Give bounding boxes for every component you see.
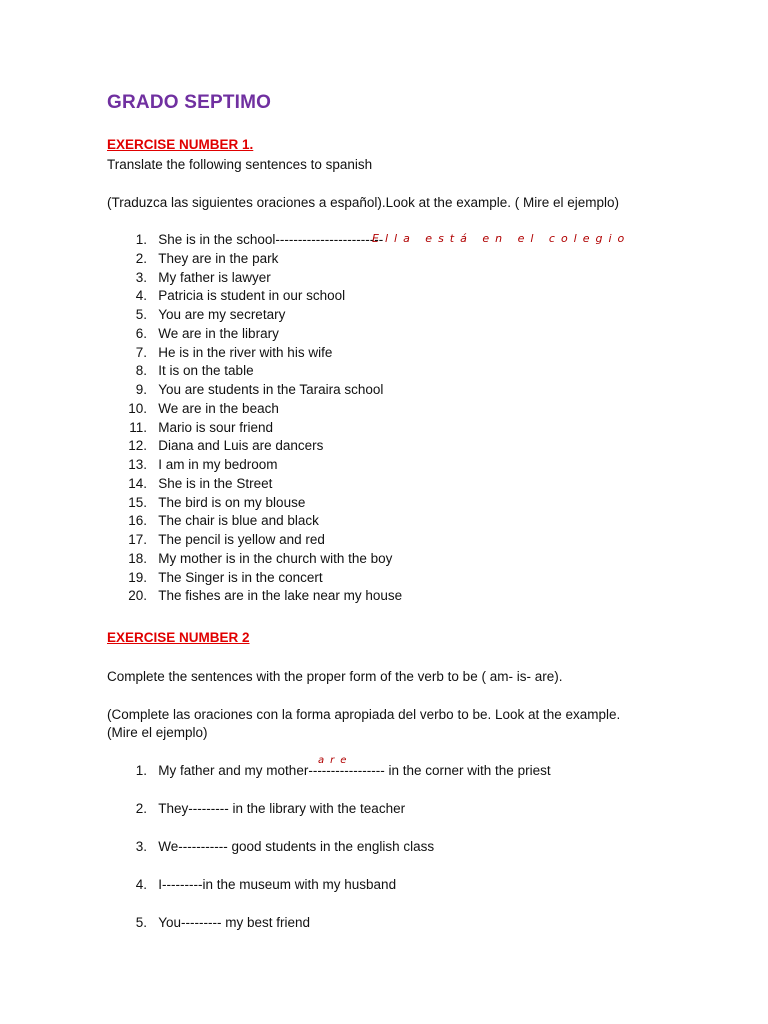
item-text: My father is lawyer xyxy=(158,269,271,285)
item-number: 7. xyxy=(135,344,147,360)
exercise-1-instruction-spanish: (Traduzca las siguientes oraciones a español).Look at the example. ( Mire el ejemplo) xyxy=(107,195,620,210)
spacer xyxy=(147,801,158,816)
spacer xyxy=(147,420,158,435)
item-text: She is in the school------------------------ xyxy=(158,232,384,247)
list-item xyxy=(107,437,402,456)
item-number: 5. xyxy=(135,307,147,322)
item-number: 6. xyxy=(135,325,147,341)
item-text: The chair is blue and black xyxy=(158,513,319,529)
list-item xyxy=(107,269,402,288)
list-item xyxy=(107,762,551,800)
item-number: 18. xyxy=(128,550,147,566)
list-item xyxy=(107,306,402,325)
item-number: 15. xyxy=(128,494,147,510)
list-item xyxy=(107,569,402,588)
item-text: They are in the park xyxy=(158,250,279,266)
spacer xyxy=(147,495,158,510)
item-number: 17. xyxy=(128,532,147,547)
list-item xyxy=(107,231,402,250)
item-number: 3. xyxy=(135,839,147,854)
item-number: 1. xyxy=(135,763,147,778)
item-text: We----------- good students in the english class xyxy=(158,839,435,854)
exercise-1-instruction: Translate the following sentences to spanish xyxy=(107,157,373,172)
item-text: The fishes are in the lake near my house xyxy=(158,588,403,604)
list-item xyxy=(107,287,402,306)
list-item xyxy=(107,419,402,438)
item-text: He is in the river with his wife xyxy=(158,344,333,360)
list-item xyxy=(107,512,402,531)
page-title: GRADO SEPTIMO xyxy=(107,92,272,113)
spacer xyxy=(147,839,158,854)
item-number: 16. xyxy=(128,513,147,529)
list-item xyxy=(107,838,551,876)
spacer xyxy=(147,551,158,566)
exercise-2-instruction-spanish: (Complete las oraciones con la forma apropiada del verbo to be. Look at the example. (Mire el ejemplo) xyxy=(107,707,621,740)
spacer xyxy=(147,363,158,378)
item-text: Diana and Luis are dancers xyxy=(158,438,324,454)
spacer xyxy=(147,513,158,528)
item-text: I am in my bedroom xyxy=(158,457,278,472)
list-item xyxy=(107,550,402,569)
item-text: My father and my mother----------------- in the corner with the priest xyxy=(158,763,551,778)
spacer xyxy=(147,532,158,547)
item-number: 10. xyxy=(128,400,147,416)
spacer xyxy=(147,288,158,303)
exercise-1-heading: EXERCISE NUMBER 1. xyxy=(107,137,254,152)
list-item xyxy=(107,362,402,381)
item-text: We are in the beach xyxy=(158,400,279,416)
spacer xyxy=(147,382,158,397)
exercise-1-list xyxy=(107,231,402,606)
spacer xyxy=(147,457,158,472)
item-number: 11. xyxy=(129,419,147,435)
list-item xyxy=(107,456,402,475)
list-item xyxy=(107,325,402,344)
spacer xyxy=(147,232,158,247)
item-text: The bird is on my blouse xyxy=(158,494,306,510)
item-text: My mother is in the church with the boy xyxy=(158,550,393,566)
item-number: 4. xyxy=(135,877,147,892)
list-item xyxy=(107,494,402,513)
spacer xyxy=(147,307,158,322)
item-text: I---------in the museum with my husband xyxy=(158,877,397,892)
item-text: She is in the Street xyxy=(158,475,273,491)
item-text: Patricia is student in our school xyxy=(158,288,346,304)
item-number: 20. xyxy=(128,588,147,604)
spacer xyxy=(147,877,158,892)
list-item xyxy=(107,800,551,838)
item-text: You--------- my best friend xyxy=(158,915,311,930)
exercise-2-heading: EXERCISE NUMBER 2 xyxy=(107,630,250,645)
list-item xyxy=(107,587,402,606)
item-number: 2. xyxy=(135,250,147,266)
item-number: 5. xyxy=(135,915,147,930)
handwritten-answer-2: are xyxy=(318,755,353,766)
list-item xyxy=(107,531,402,550)
item-number: 2. xyxy=(135,801,147,816)
list-item xyxy=(107,876,551,914)
item-number: 3. xyxy=(135,269,147,285)
spacer xyxy=(147,915,158,930)
spacer xyxy=(147,401,158,416)
spacer xyxy=(147,326,158,341)
item-number: 1. xyxy=(135,232,147,247)
item-number: 8. xyxy=(135,363,147,379)
spacer xyxy=(147,251,158,266)
item-text: It is on the table xyxy=(158,363,254,379)
item-text: The Singer is in the concert xyxy=(158,569,323,585)
item-text: You are students in the Taraira school xyxy=(158,382,384,397)
exercise-2-instruction: Complete the sentences with the proper form of the verb to be ( am- is- are). xyxy=(107,669,563,684)
item-text: They--------- in the library with the teacher xyxy=(158,801,406,816)
item-number: 4. xyxy=(135,288,147,304)
spacer xyxy=(147,270,158,285)
spacer xyxy=(147,763,158,778)
list-item xyxy=(107,400,402,419)
handwritten-answer-1: Ella está en el colegio xyxy=(372,232,631,245)
item-text: Mario is sour friend xyxy=(158,419,274,435)
item-number: 19. xyxy=(128,569,147,585)
item-text: The pencil is yellow and red xyxy=(158,532,325,547)
list-item xyxy=(107,475,402,494)
list-item xyxy=(107,381,402,400)
list-item xyxy=(107,914,551,952)
spacer xyxy=(147,476,158,491)
item-text: You are my secretary xyxy=(158,307,286,322)
spacer xyxy=(147,345,158,360)
item-text: We are in the library xyxy=(158,325,279,341)
exercise-2-list xyxy=(107,762,551,952)
spacer xyxy=(147,588,158,603)
list-item xyxy=(107,250,402,269)
spacer xyxy=(147,570,158,585)
item-number: 14. xyxy=(128,475,147,491)
item-number: 9. xyxy=(135,382,147,397)
list-item xyxy=(107,344,402,363)
item-number: 12. xyxy=(128,438,147,454)
spacer xyxy=(147,438,158,453)
item-number: 13. xyxy=(128,457,147,472)
